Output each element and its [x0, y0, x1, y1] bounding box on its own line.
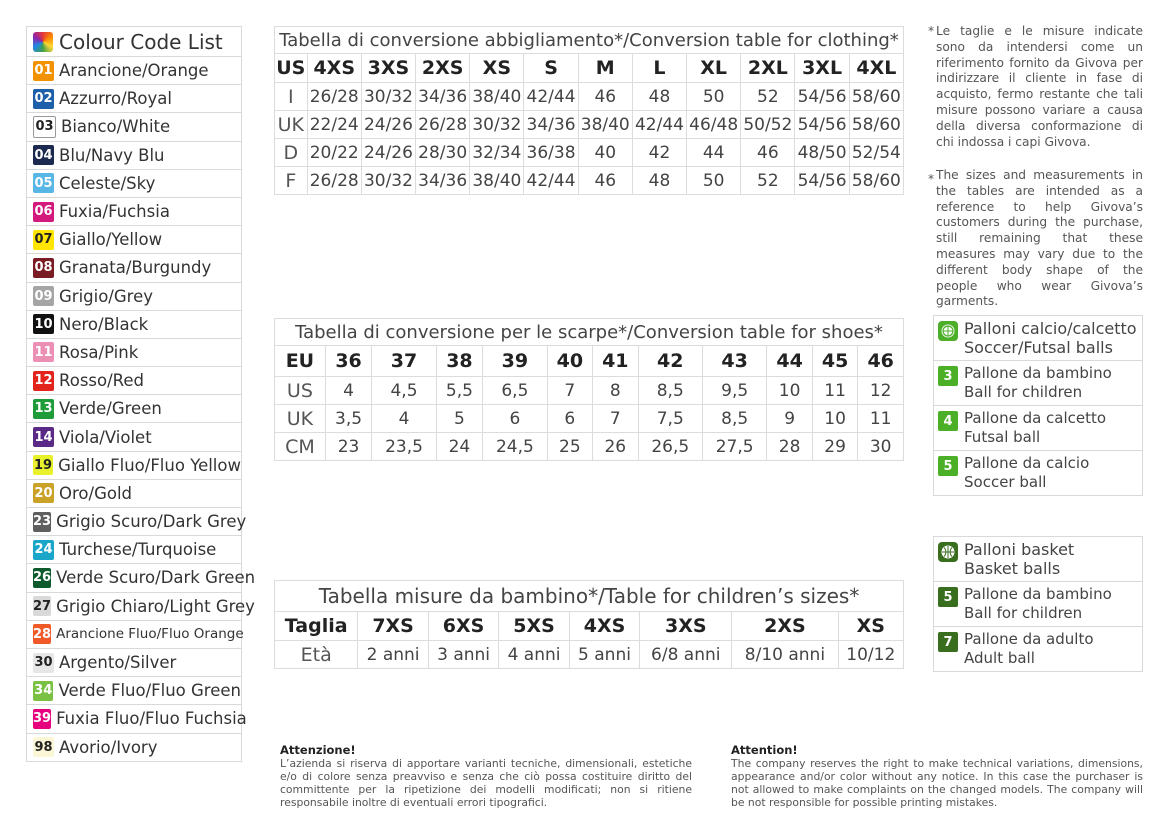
colour-name: Grigio Chiaro/Light Grey [56, 596, 255, 616]
colour-swatch-code: 04 [33, 145, 54, 165]
table-cell: 38/40 [578, 111, 632, 139]
colour-swatch-code: 39 [33, 709, 51, 729]
table-row [275, 83, 904, 111]
table-cell: 26/28 [416, 111, 470, 139]
table-row [275, 433, 904, 461]
table-cell: 42 [632, 139, 686, 167]
colour-name: Verde/Green [59, 399, 162, 419]
colour-name: Nero/Black [59, 314, 149, 334]
size-header-cell: 3XL [795, 54, 849, 83]
row-label-cell: D [275, 139, 308, 167]
attention-notice-english [731, 744, 1143, 809]
table-cell: 32/34 [470, 139, 524, 167]
ball-name-it: Pallone da calcetto [964, 409, 1107, 427]
table-cell: 24/26 [361, 139, 415, 167]
table-cell: 11 [858, 405, 904, 433]
ball-name-en: Adult ball [964, 649, 1035, 667]
colour-swatch-code: 09 [33, 286, 54, 306]
soccer-balls-box [933, 316, 1143, 496]
table-cell: 10 [812, 405, 857, 433]
table-cell: 38/40 [470, 167, 524, 195]
note-italian-text: Le taglie e le misure indicate sono da intendersi come un riferimento fornito da Givova per indirizzare il cliente in fase di acquisto, fermo restante che tali misure possono variare a causa della diversa conformazione di chi indossa i capi Givova. [936, 24, 1143, 149]
colour-name: Arancione Fluo/Fluo Orange [56, 626, 244, 643]
table-cell: 46 [578, 167, 632, 195]
colour-name: Grigio/Grey [59, 286, 153, 306]
ball-size-row [933, 405, 1143, 451]
size-header-cell: 3XS [361, 54, 415, 83]
colour-name: Azzurro/Royal [59, 89, 172, 109]
attention-notice-italian [280, 744, 692, 809]
colour-swatch-code: 30 [33, 653, 54, 673]
soccer-balls-header [933, 315, 1143, 361]
colour-list-item [26, 112, 242, 141]
size-header-cell: 42 [638, 346, 702, 377]
ball-name-en: Ball for children [964, 383, 1083, 401]
table-cell: 34/36 [416, 167, 470, 195]
colour-swatch-code: 02 [33, 89, 54, 109]
colour-name: Blu/Navy Blu [59, 145, 165, 165]
table-cell: 42/44 [524, 167, 578, 195]
colour-list-item [26, 451, 242, 480]
ball-name-en: Ball for children [964, 604, 1083, 622]
table-cell: 30/32 [361, 83, 415, 111]
size-header-cell: 40 [547, 346, 592, 377]
size-note-italian [928, 24, 1143, 150]
table-row [275, 405, 904, 433]
attention-text-en: The company reserves the right to make technical variations, dimensions, appearance and/or color without any notice. In this case the purchaser is not allowed to make complaints on the changed models. The company will be not responsible for possible printing mistakes. [731, 757, 1143, 809]
colour-list-item [26, 225, 242, 254]
colour-name: Giallo Fluo/Fluo Yellow [58, 455, 241, 475]
table-cell: 46 [741, 139, 795, 167]
table-cell: 44 [687, 139, 741, 167]
table-cell: 36/38 [524, 139, 578, 167]
table-row [275, 139, 904, 167]
table-cell: 6 [483, 405, 547, 433]
ball-description [964, 364, 1112, 402]
row-label-cell: US [275, 377, 326, 405]
ball-description [964, 409, 1106, 447]
soccer-balls-title-en: Soccer/Futsal balls [964, 338, 1113, 357]
row-header-cell: US [275, 54, 308, 83]
table-cell: 34/36 [416, 83, 470, 111]
table-cell: 48 [632, 167, 686, 195]
table-cell: 46/48 [687, 111, 741, 139]
table-cell: 8,5 [638, 377, 702, 405]
colour-name: Verde Scuro/Dark Green [56, 568, 256, 588]
colour-name: Argento/Silver [59, 653, 177, 673]
table-cell: 52 [741, 167, 795, 195]
table-cell: 50/52 [741, 111, 795, 139]
table-row [275, 111, 904, 139]
colour-name: Avorio/Ivory [59, 737, 158, 757]
colour-swatch-code: 08 [33, 258, 54, 278]
table-cell: 5 [436, 405, 482, 433]
palette-icon [33, 32, 53, 52]
table-cell: 50 [687, 167, 741, 195]
colour-list-item [26, 733, 242, 762]
size-header-cell: 37 [372, 346, 436, 377]
row-label-cell: I [275, 83, 308, 111]
colour-name: Verde Fluo/Fluo Green [58, 681, 241, 701]
basket-balls-header [933, 536, 1143, 582]
colour-swatch-code: 10 [33, 314, 54, 334]
ball-size-row [933, 450, 1143, 496]
ball-name-en: Soccer ball [964, 473, 1047, 491]
colour-list-item [26, 282, 242, 311]
row-header-cell: EU [275, 346, 326, 377]
attention-text-it: L’azienda si riserva di apportare varianti tecniche, dimensionali, estetiche e/o di colore senza preavviso e senza che ciò possa costituire diritto del committente per la ripetizione dei modelli modificati; non si ritiene responsabile inoltre di eventuali errori tipografici. [280, 757, 692, 809]
table-cell: 4 [372, 405, 436, 433]
size-header-cell: 2XS [416, 54, 470, 83]
colour-swatch-code: 06 [33, 202, 54, 222]
colour-list-item [26, 676, 242, 705]
table-cell: 30/32 [470, 111, 524, 139]
table-cell: 40 [578, 139, 632, 167]
table-cell: 52 [741, 83, 795, 111]
table-cell: 6 [547, 405, 592, 433]
size-header-cell: 2XL [741, 54, 795, 83]
ball-name-it: Pallone da bambino [964, 364, 1112, 382]
table-cell: 26 [593, 433, 638, 461]
ball-name-it: Pallone da calcio [964, 454, 1090, 472]
colour-name: Turchese/Turquoise [59, 540, 217, 560]
colour-swatch-code: 26 [33, 568, 51, 588]
table-cell: 48/50 [795, 139, 849, 167]
size-header-cell: 4XL [849, 54, 903, 83]
size-header-cell: 2XS [732, 612, 838, 641]
note-asterisk: * [928, 24, 935, 38]
table-row [275, 167, 904, 195]
table-cell: 20/22 [307, 139, 361, 167]
colour-name: Oro/Gold [59, 483, 133, 503]
clothing-table-caption: Tabella di conversione abbigliamento*/Conversion table for clothing* [275, 27, 904, 54]
colour-swatch-code: 01 [33, 61, 54, 81]
ball-size-badge: 3 [938, 366, 958, 386]
table-cell: 2 anni [358, 641, 428, 669]
colour-list-item [26, 56, 242, 85]
colour-list-title: Colour Code List [59, 30, 223, 54]
ball-size-row [933, 626, 1143, 672]
table-cell: 12 [858, 377, 904, 405]
table-cell: 5 anni [569, 641, 639, 669]
table-cell: 38/40 [470, 83, 524, 111]
table-cell: 7 [547, 377, 592, 405]
colour-list-header [26, 26, 242, 57]
colour-list-item [26, 84, 242, 113]
colour-list-item [26, 366, 242, 395]
table-cell: 54/56 [795, 83, 849, 111]
row-label-cell: Età [275, 641, 358, 669]
size-header-cell: 45 [812, 346, 857, 377]
size-header-cell: XL [687, 54, 741, 83]
colour-name: Rosa/Pink [59, 342, 139, 362]
size-header-cell: 4XS [569, 612, 639, 641]
colour-list-item [26, 648, 242, 677]
row-label-cell: CM [275, 433, 326, 461]
table-cell: 4,5 [372, 377, 436, 405]
size-header-cell: 44 [767, 346, 812, 377]
table-cell: 42/44 [632, 111, 686, 139]
table-cell: 26/28 [307, 167, 361, 195]
size-header-cell: 3XS [640, 612, 732, 641]
table-cell: 24/26 [361, 111, 415, 139]
basket-balls-title-it: Palloni basket [964, 540, 1075, 559]
size-header-cell: 7XS [358, 612, 428, 641]
basket-balls-box [933, 537, 1143, 672]
table-cell: 58/60 [849, 111, 903, 139]
colour-swatch-code: 12 [33, 371, 54, 391]
size-header-cell: 46 [858, 346, 904, 377]
colour-list-item [26, 310, 242, 339]
table-cell: 7,5 [638, 405, 702, 433]
colour-swatch-code: 07 [33, 230, 54, 250]
attention-title-it: Attenzione! [280, 743, 356, 757]
table-cell: 58/60 [849, 167, 903, 195]
soccer-ball-icon [938, 321, 958, 341]
row-label-cell: UK [275, 111, 308, 139]
table-header-row [275, 612, 904, 641]
table-row [275, 377, 904, 405]
row-header-cell: Taglia [275, 612, 358, 641]
colour-swatch-code: 23 [33, 512, 51, 532]
table-cell: 8,5 [702, 405, 766, 433]
table-cell: 25 [547, 433, 592, 461]
table-cell: 10 [767, 377, 812, 405]
colour-list-item [26, 507, 247, 536]
table-cell: 58/60 [849, 83, 903, 111]
table-cell: 8 [593, 377, 638, 405]
table-cell: 9 [767, 405, 812, 433]
size-header-cell: L [632, 54, 686, 83]
shoes-table-caption: Tabella di conversione per le scarpe*/Conversion table for shoes* [275, 319, 904, 346]
row-label-cell: F [275, 167, 308, 195]
shoes-conversion-table [274, 318, 904, 461]
size-note-english [928, 168, 1143, 310]
ball-name-it: Pallone da bambino [964, 585, 1112, 603]
table-cell: 30/32 [361, 167, 415, 195]
colour-list-item [26, 592, 255, 621]
ball-name-it: Pallone da adulto [964, 630, 1094, 648]
colour-name: Rosso/Red [59, 371, 145, 391]
table-cell: 24,5 [483, 433, 547, 461]
children-sizes-table [274, 580, 904, 669]
table-cell: 7 [593, 405, 638, 433]
table-cell: 48 [632, 83, 686, 111]
basketball-icon [938, 542, 958, 562]
table-cell: 22/24 [307, 111, 361, 139]
colour-name: Viola/Violet [59, 427, 152, 447]
colour-swatch-code: 05 [33, 173, 54, 193]
colour-list-item [26, 704, 247, 733]
colour-list-item [26, 479, 242, 508]
size-header-cell: 38 [436, 346, 482, 377]
row-label-cell: UK [275, 405, 326, 433]
colour-swatch-code: 24 [33, 540, 54, 560]
colour-list-item [26, 394, 242, 423]
colour-list-item [26, 197, 242, 226]
size-header-cell: 43 [702, 346, 766, 377]
colour-list-item [26, 141, 242, 170]
ball-size-row [933, 581, 1143, 627]
colour-name: Arancione/Orange [59, 61, 209, 81]
colour-name: Fuxia Fluo/Fluo Fuchsia [56, 709, 247, 729]
table-cell: 3,5 [325, 405, 371, 433]
colour-name: Celeste/Sky [59, 173, 156, 193]
table-cell: 28/30 [416, 139, 470, 167]
table-cell: 3 anni [428, 641, 498, 669]
table-header-row [275, 346, 904, 377]
colour-name: Fuxia/Fuchsia [59, 202, 170, 222]
table-cell: 10/12 [838, 641, 903, 669]
size-header-cell: M [578, 54, 632, 83]
table-cell: 8/10 anni [732, 641, 838, 669]
size-header-cell: 5XS [499, 612, 569, 641]
table-cell: 42/44 [524, 83, 578, 111]
ball-size-badge: 4 [938, 411, 958, 431]
table-cell: 34/36 [524, 111, 578, 139]
colour-list-item [26, 253, 242, 282]
size-header-cell: 39 [483, 346, 547, 377]
table-cell: 28 [767, 433, 812, 461]
table-cell: 30 [858, 433, 904, 461]
clothing-conversion-table [274, 26, 904, 195]
size-header-cell: S [524, 54, 578, 83]
size-header-cell: 6XS [428, 612, 498, 641]
size-header-cell: 41 [593, 346, 638, 377]
table-cell: 54/56 [795, 167, 849, 195]
attention-title-en: Attention! [731, 743, 798, 757]
table-cell: 29 [812, 433, 857, 461]
colour-swatch-code: 34 [33, 681, 53, 701]
colour-list-item [26, 169, 242, 198]
colour-name: Granata/Burgundy [59, 258, 212, 278]
note-english-text: The sizes and measurements in the tables are intended as a reference to help Givova’s customers during the purchase, still remaining that these measures may vary due to the different body shape of the people who wear Givova’s garments. [936, 168, 1143, 309]
size-header-cell: 36 [325, 346, 371, 377]
table-cell: 26,5 [638, 433, 702, 461]
ball-size-badge: 7 [938, 632, 958, 652]
colour-list-item [26, 422, 242, 451]
ball-description [964, 585, 1112, 623]
colour-list-item [26, 535, 242, 564]
colour-swatch-code: 13 [33, 399, 54, 419]
table-cell: 23,5 [372, 433, 436, 461]
size-header-cell: 4XS [307, 54, 361, 83]
table-cell: 6,5 [483, 377, 547, 405]
colour-swatch-code: 11 [33, 342, 54, 362]
table-header-row [275, 54, 904, 83]
children-table-caption: Tabella misure da bambino*/Table for children’s sizes* [275, 581, 904, 612]
table-cell: 9,5 [702, 377, 766, 405]
table-cell: 23 [325, 433, 371, 461]
ball-size-badge: 5 [938, 456, 958, 476]
size-header-cell: XS [470, 54, 524, 83]
table-cell: 6/8 anni [640, 641, 732, 669]
table-cell: 24 [436, 433, 482, 461]
colour-swatch-code: 98 [33, 737, 54, 757]
size-header-cell: XS [838, 612, 903, 641]
table-cell: 4 anni [499, 641, 569, 669]
colour-name: Bianco/White [61, 117, 171, 137]
ball-description [964, 630, 1094, 668]
colour-list-item [26, 338, 242, 367]
ball-name-en: Futsal ball [964, 428, 1041, 446]
table-cell: 26/28 [307, 83, 361, 111]
basket-balls-title-en: Basket balls [964, 559, 1061, 578]
colour-swatch-code: 14 [33, 427, 54, 447]
colour-name: Giallo/Yellow [59, 230, 163, 250]
colour-code-list [26, 26, 256, 762]
ball-size-row [933, 360, 1143, 406]
colour-swatch-code: 28 [33, 624, 51, 644]
colour-swatch-code: 20 [33, 483, 54, 503]
ball-description [964, 454, 1089, 492]
table-cell: 5,5 [436, 377, 482, 405]
colour-swatch-code: 03 [33, 116, 56, 138]
table-cell: 4 [325, 377, 371, 405]
ball-size-badge: 5 [938, 587, 958, 607]
colour-swatch-code: 19 [33, 455, 53, 475]
table-row [275, 641, 904, 669]
table-cell: 11 [812, 377, 857, 405]
table-cell: 46 [578, 83, 632, 111]
table-cell: 54/56 [795, 111, 849, 139]
table-cell: 50 [687, 83, 741, 111]
colour-list-item [26, 620, 242, 649]
colour-name: Grigio Scuro/Dark Grey [56, 512, 247, 532]
colour-list-item [26, 563, 256, 592]
soccer-balls-title-it: Palloni calcio/calcetto [964, 319, 1137, 338]
table-cell: 52/54 [849, 139, 903, 167]
note-asterisk: * [928, 172, 935, 186]
table-cell: 27,5 [702, 433, 766, 461]
colour-swatch-code: 27 [33, 596, 51, 616]
